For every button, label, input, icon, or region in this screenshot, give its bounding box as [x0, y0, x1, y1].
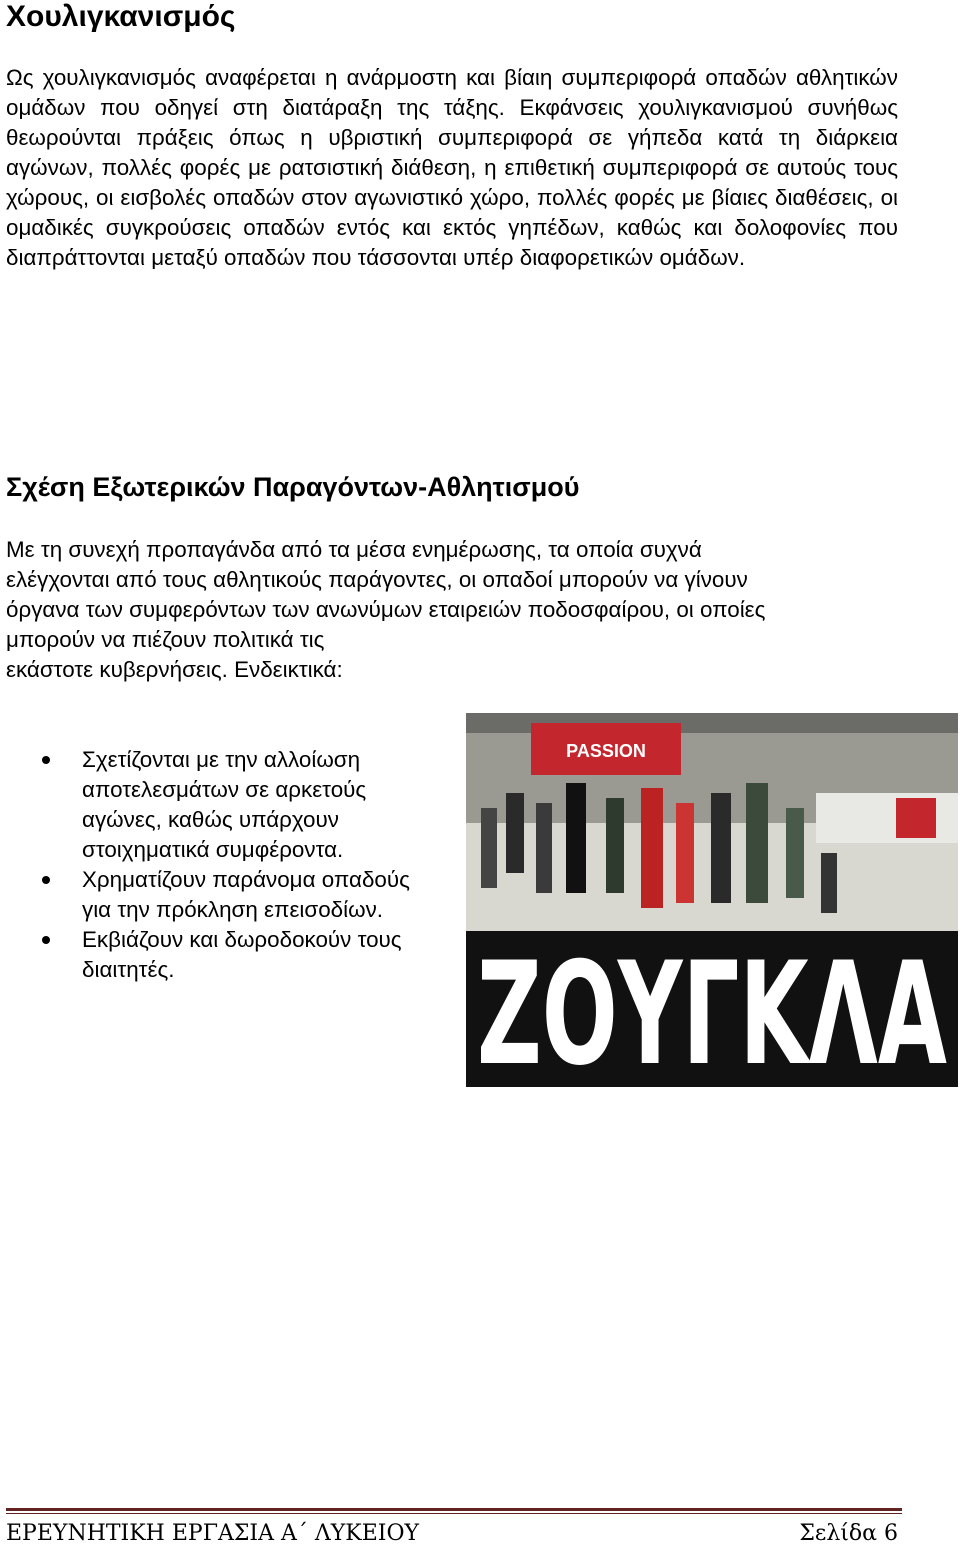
- bullet-icon: [42, 936, 50, 944]
- list-item: [40, 925, 440, 985]
- list-item-text: Εκβιάζουν και δωροδοκούν τους διαιτητές.: [82, 927, 402, 982]
- photo-illustration: [466, 713, 958, 1087]
- bullet-icon: [42, 756, 50, 764]
- list-item: [40, 865, 440, 925]
- photo-caption: ΖΟΥΓΚΛΑ: [477, 932, 948, 1087]
- paragraph-line: ελέγχονται από τους αθλητικούς παράγοντες, οι οπαδοί μπορούν να γίνουν: [6, 567, 748, 592]
- paragraph-line: εκάστοτε κυβερνήσεις. Ενδεικτικά:: [6, 657, 343, 682]
- section-title-hooliganism: Χουλιγκανισμός: [6, 0, 236, 33]
- footer-rule-thin: [6, 1513, 902, 1514]
- hooliganism-paragraph: Ως χουλιγκανισμός αναφέρεται η ανάρμοστη και βίαιη συμπεριφορά οπαδών αθλητικών ομάδων που οδηγεί στη διατάραξη της τάξης. Εκφάνσεις χουλιγκανισμού συνήθως θεωρούνται πράξεις όπως η υβριστική συμπεριφορά σε γήπεδα κατά τη διάρκεια αγώνων, πολλές φορές με ρατσιστική διάθεση, η επιθετική συμπεριφορά σε αυτούς τους χώρους, οι εισβολές οπαδών στον αγωνιστικό χώρο, πολλές φορές με βίαιες διαθέσεις, οι ομαδικές συγκρούσεις οπαδών εντός και εκτός γηπέδων, καθώς και δολοφονίες που διαπράττονται μεταξύ οπαδών που τάσσονται υπέρ διαφορετικών ομάδων.: [6, 65, 898, 270]
- page-number: Σελίδα 6: [799, 1521, 898, 1546]
- external-factors-paragraph: [6, 535, 906, 685]
- footer-rule: [6, 1508, 902, 1511]
- banner-text: PASSION: [566, 741, 646, 761]
- list-item: [40, 745, 440, 865]
- pitch-invasion-photo: [466, 713, 958, 1087]
- advertising-logo: [896, 798, 936, 838]
- paragraph-line: μπορούν να πιέζουν πολιτικά τις: [6, 627, 325, 652]
- list-item-text: Χρηματίζουν παράνομα οπαδούς για την πρόκληση επεισοδίων.: [82, 867, 410, 922]
- indicative-list: [40, 745, 440, 985]
- advertising-board: [816, 793, 958, 843]
- section-title-external-factors: Σχέση Εξωτερικών Παραγόντων-Αθλητισμού: [6, 472, 580, 502]
- footer-title: ΕΡΕΥΝΗΤΙΚΗ ΕΡΓΑΣΙΑ Α΄ ΛΥΚΕΙΟΥ: [6, 1521, 420, 1546]
- paragraph-line: Με τη συνεχή προπαγάνδα από τα μέσα ενημέρωσης, τα οποία συχνά: [6, 537, 702, 562]
- list-item-text: Σχετίζονται με την αλλοίωση αποτελεσμάτων σε αρκετούς αγώνες, καθώς υπάρχουν στοιχηματικά συμφέροντα.: [82, 747, 367, 862]
- paragraph-line: όργανα των συμφερόντων των ανωνύμων εταιρειών ποδοσφαίρου, οι οποίες: [6, 597, 766, 622]
- bullet-icon: [42, 876, 50, 884]
